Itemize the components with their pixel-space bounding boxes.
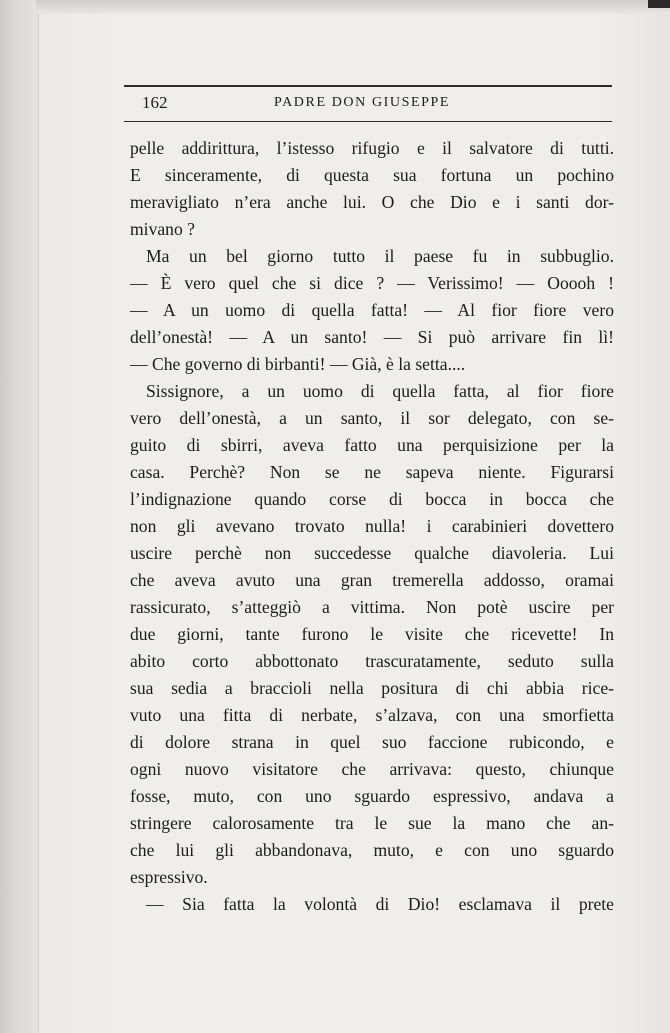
text-line: espressivo. (130, 867, 208, 887)
text-line: che lui gli abbandonava, muto, e con uno sguardo (130, 840, 614, 860)
text-line: Ma un bel giorno tutto il paese fu in subbuglio. (146, 246, 614, 266)
text-line: ogni nuovo visitatore che arrivava: questo, chiunque (130, 759, 614, 779)
text-line: non gli avevano trovato nulla! i carabinieri dovettero (130, 516, 614, 536)
text-line: uscire perchè non succedesse qualche diavoleria. Lui (130, 543, 614, 563)
text-line: E sinceramente, di questa sua fortuna un pochino (130, 165, 614, 185)
text-line: — Che governo di birbanti! — Già, è la setta.... (130, 354, 466, 374)
text-line: — Sia fatta la volontà di Dio! esclamava il prete (146, 894, 614, 914)
body-text (130, 135, 614, 918)
header-rule-top (124, 85, 612, 87)
scan-corner-mark (648, 0, 670, 8)
text-line: stringere calorosamente tra le sue la mano che an- (130, 813, 614, 833)
text-line: due giorni, tante furono le visite che ricevette! In (130, 624, 614, 644)
text-line: vuto una fitta di nerbate, s’alzava, con una smorfietta (130, 705, 614, 725)
text-line: pelle addirittura, l’istesso rifugio e il salvatore di tutti. (130, 138, 614, 158)
text-line: abito corto abbottonato trascuratamente, seduto sulla (130, 651, 614, 671)
text-line: di dolore strana in quel suo faccione rubicondo, e (130, 732, 614, 752)
text-line: Sissignore, a un uomo di quella fatta, al fior fiore (146, 381, 614, 401)
binding-shadow (0, 0, 39, 1033)
text-line: guito di sbirri, aveva fatto una perquisizione per la (130, 435, 614, 455)
text-line: — A un uomo di quella fatta! — Al fior fiore vero (130, 300, 614, 320)
text-line: sua sedia a braccioli nella positura di chi abbia rice- (130, 678, 614, 698)
text-line: mivano ? (130, 219, 195, 239)
text-line: fosse, muto, con uno sguardo espressivo, andava a (130, 786, 614, 806)
running-header (124, 93, 612, 115)
running-title: PADRE DON GIUSEPPE (274, 95, 451, 110)
text-line: casa. Perchè? Non se ne sapeva niente. Figurarsi (130, 462, 614, 482)
text-line: vero dell’onestà, a un santo, il sor delegato, con se- (130, 408, 614, 428)
text-line: rassicurato, s’atteggiò a vittima. Non potè uscire per (130, 597, 614, 617)
text-line: l’indignazione quando corse di bocca in bocca che (130, 489, 614, 509)
text-line: che aveva avuto una gran tremerella addosso, oramai (130, 570, 614, 590)
page-number: 162 (142, 93, 168, 112)
text-line: dell’onestà! — A un santo! — Si può arrivare fin lì! (130, 327, 614, 347)
text-line: meravigliato n’era anche lui. O che Dio e i santi dor- (130, 192, 614, 212)
text-line: — È vero quel che si dice ? — Verissimo! — Ooooh ! (130, 273, 614, 293)
page-top-edge (36, 0, 670, 14)
header-rule-bottom (124, 121, 612, 122)
